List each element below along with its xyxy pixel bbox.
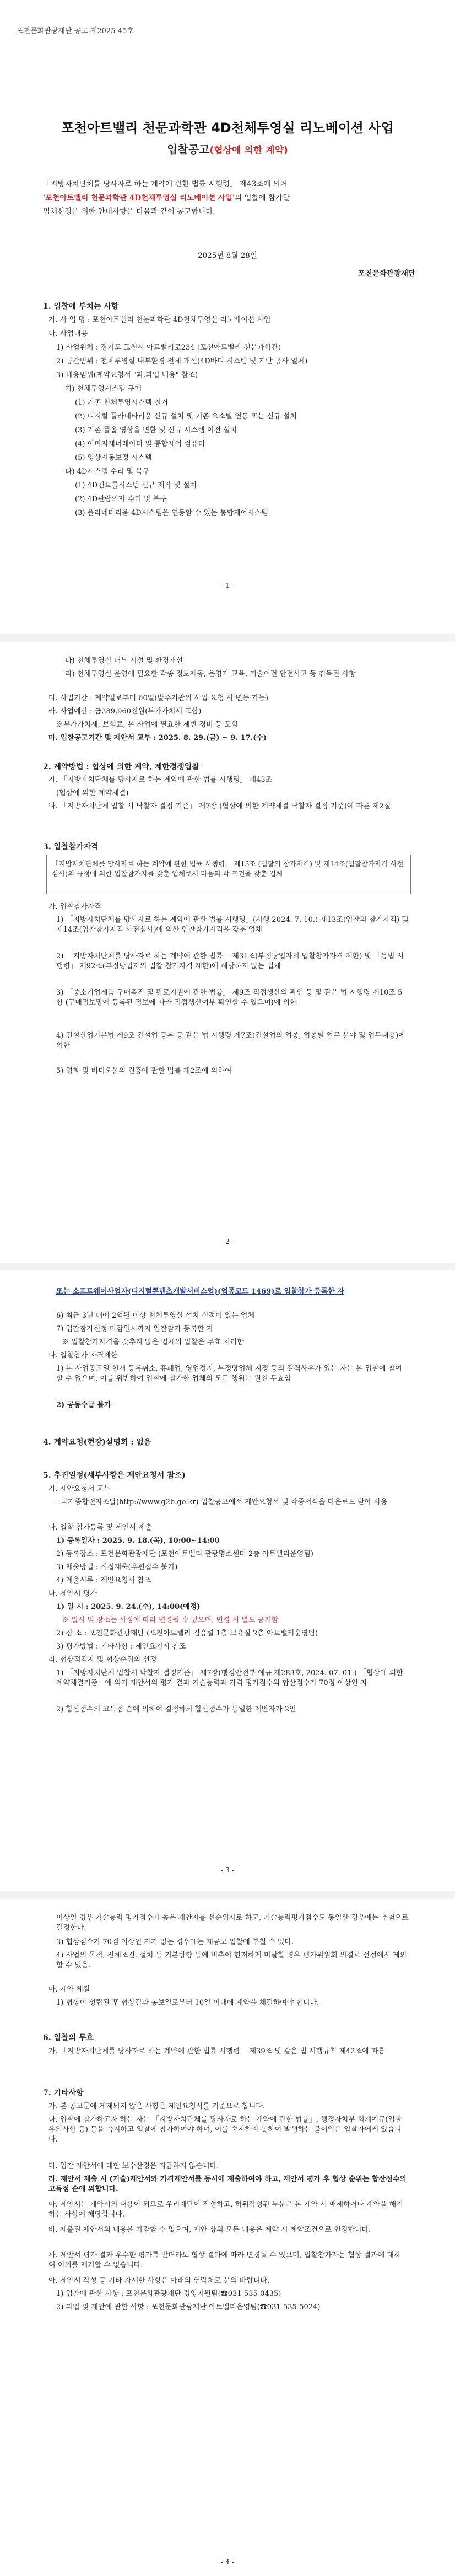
s5-line: 2) 장 소 : 포천문화관광재단 (포천아트밸리 김응렬 1층 교육실 2층 아트밸리운영팀) <box>56 1629 318 1638</box>
page-number: - 4 - <box>221 2558 234 2566</box>
s7-line-contact: 1) 입찰에 관한 사항 : 포천문화관광재단 경영지원팀(☎031-535-0435) <box>56 2290 281 2298</box>
s3-line: 4) 건설산업기본법 제9조 건설업 등록 등 같은 법 시행령 제7조(건설업의 업종, 업종별 업무 분야 및 업무내용)에 의한 <box>56 1032 405 1050</box>
s5-line-notice: ※ 일시 및 장소는 사정에 따라 변경될 수 있으며, 변경 시 별도 공지함 <box>62 1616 279 1624</box>
s1-line: 가) 천체투영시스템 구매 <box>65 385 142 393</box>
s1-line: 라) 천체투영실 운영에 필요한 각종 정보제공, 운영자 교육, 기술이전 안전사고 등 취득된 사항 <box>65 670 356 678</box>
s3-line: 1) 「지방자치단체를 당사자로 하는 계약에 관한 법률 시행령」(시행 2024. 7. 10.) 제13조(입찰의 참가자격) 및 제14조(입찰참가자격 사전심사)에 의한 입찰참가자격을 갖춘 업체 <box>56 916 409 934</box>
s7-line: 가. 본 공고문에 게재되지 않은 사항은 제안요청서를 기준으로 합니다. <box>48 2102 265 2111</box>
s5-line: 2) 합산점수의 고득점 순에 의하여 결정하되 합산점수가 동일한 제안자가 2인 <box>56 1705 296 1714</box>
s3-line-b: ※ 입찰참가자격을 갖추지 않은 업체의 입찰은 무효 처리함 <box>62 1338 244 1346</box>
s5-line-b: 4) 사업의 목적, 전체조건, 설치 등 기본방향 등에 비추어 현저하게 미달할 경우 평가위원회 의결로 선정에서 제외할 수 있음. <box>56 1951 407 1969</box>
s5-line: 3) 제출방법 : 직접제출(우편접수 불가) <box>56 1563 178 1571</box>
s5-line: 라. 협상적격자 및 협상순위의 선정 <box>48 1656 157 1664</box>
s1-line: (3) 플라네타리움 4D시스템을 연동할 수 있는 통합제어시스템 <box>75 509 268 517</box>
s7-line: 다. 입찰 제안서에 대한 보수산정은 지급하지 않습니다. <box>48 2162 219 2170</box>
s3-line: 2) 「지방자치단체를 당사자로 하는 계약에 관한 법률」 제31조(부정당업자의 입찰참가자격 제한) 및 「동법 시행령」 제92조(부정당업자의 입찰 참가자격 제한)에 해당하지 않는 업체 <box>56 952 404 970</box>
s1-line: (1) 4D컨트롤시스템 신규 제작 및 설치 <box>75 481 197 490</box>
s3-line: 가. 입찰참가자격 <box>48 903 102 911</box>
s1-line: ※부가가치세, 보험료, 본 사업에 필요한 제반 경비 등 포함 <box>56 721 239 729</box>
s1-line: (3) 기존 플옵 영상을 변환 및 신규 시스템 이전 설치 <box>75 426 237 434</box>
s5-line: 4) 제출서류 : 제안요청서 참조 <box>56 1576 151 1585</box>
s1-line: 다) 천체투영실 내부 시설 및 환경개선 <box>65 657 183 665</box>
document-page-3 <box>0 1274 455 1886</box>
page-subtitle <box>0 141 455 157</box>
intro-line-2: 의 입찰에 참가할 <box>235 194 290 202</box>
s5-line: 나. 입찰 참가등록 및 제안서 제출 <box>48 1523 153 1532</box>
s5-line-eval-date: 1) 일 시 : 2025. 9. 24.(수), 14:00(예정) <box>56 1603 201 1611</box>
s3-line-b: 2) 공동수급 불가 <box>56 1401 111 1409</box>
s1-line: 나) 4D시스템 수리 및 복구 <box>65 468 150 476</box>
s1-line: 1) 사업위치 : 경기도 포천시 아트밸리로234 (포천아트밸리 천문과학관) <box>56 344 281 352</box>
s1-line: (2) 4D관람의자 수리 및 복구 <box>75 495 167 503</box>
intro-project-name: '포천아트밸리 천문과학관 4D천체투영실 리노베이션 사업' <box>43 194 235 202</box>
s7-line-contact: 2) 과업 및 제안에 관한 사항 : 포천문화관광재단 아트밸리운영팀(☎031-535-5024) <box>56 2303 321 2311</box>
s7-line: 바. 제출된 제안서의 내용을 가감할 수 없으며, 제안 상의 모든 내용은 계약 시 계약조건으로 인정합니다. <box>48 2226 371 2234</box>
announcement-date: 2025년 8월 28일 <box>198 251 257 260</box>
s3-line-b: 나. 입찰참가 자격제한 <box>48 1351 118 1360</box>
s5-line: 1) 「지방자치단체 입찰시 낙찰자 결정기준」 제7장(행정안전부 예규 제283호, 2024. 07. 01.) 「협상에 의한 계약체결기준」에 의거 제안서의 평가 결과 기술능력과 가격 평가점수의 합산점수가 70점 이상인 자 <box>56 1669 403 1687</box>
s7-line: 아. 제안서 작성 등 기타 자세한 사항은 아래의 연락처로 문의 바랍니다. <box>48 2277 270 2285</box>
s1-line: 3) 내용범위(계약요청서 "과.과업 내용" 참조) <box>56 371 198 379</box>
s2-line: 나. 「지방자치단체 입찰 시 낙찰자 결정 기준」 제7장 (협상에 의한 계약체결 낙찰자 결정 기준)에 따른 제2절 <box>48 802 391 811</box>
s7-line-important: 라. 제안서 제출 시 (기술)제안서와 가격제안서를 동시에 제출하여야 하고, 제안서 평가 후 협상 순위는 합산점수의 고득점 순에 의합니다. <box>48 2175 407 2193</box>
s2-line: (협상에 의한 계약체결) <box>56 789 129 797</box>
s1-line: (5) 영상자동보정 시스템 <box>75 454 152 462</box>
s1-line: 다. 사업기간 : 계약일로부터 60일(발주기관의 사업 요청 시 변동 가능) <box>48 694 268 702</box>
s5-line: 3) 평가방법 : 기타사항 : 제안요청서 참조 <box>56 1643 186 1651</box>
s1-line: (4) 이미지제너레이터 및 통합제어 컴퓨터 <box>75 440 205 448</box>
intro-line-1: 「지방자치단체를 당사자로 하는 계약에 관한 법률 시행령」 제43조에 의거 <box>43 180 288 189</box>
section-4-heading: 4. 계약요청(현장)설명회 : 없음 <box>43 1438 151 1447</box>
document-page-1 <box>0 0 455 629</box>
section-7-heading: 7. 기타사항 <box>43 2089 84 2097</box>
page-title: 포천아트밸리 천문과학관 4D천체투영실 리노베이션 사업 <box>61 120 394 136</box>
s5-line: - 국가종합전자조달(http://www.g2b.go.kr) 입찰공고에서 제안요청서 및 각종서식을 다운로드 받아 사용 <box>56 1498 388 1506</box>
s2-line: 가. 「지방자치단체를 당사자로 하는 계약에 관한 법률 시행령」 제43조 <box>48 776 273 784</box>
doc-number: 포천문화관광재단 공고 제2025-45호 <box>17 27 134 35</box>
page-number: - 1 - <box>221 582 234 589</box>
s7-line: 나. 입찰에 참가하고자 하는 자는 「지방자치단체를 당사자로 하는 계약에 관한 법률」, 행정자치부 회계예규(입찰유의사항 등) 등을 숙지하고 입찰에 참가하여야 하며, 이를 숙지하지 못하여 발생하는 불이익은 입찰자에게 있습니다. <box>48 2116 402 2144</box>
s1-line: (1) 기존 천체투영시스템 철거 <box>75 399 168 407</box>
page-number: - 2 - <box>221 1238 234 1246</box>
section-2-heading: 2. 계약방법 : 협상에 의한 계약, 제한경쟁입찰 <box>43 763 199 771</box>
s3-line-b: 6) 최근 3년 내에 2억원 이상 천체투영실 설치 실적이 있는 업체 <box>56 1312 255 1320</box>
s5-line-b: 3) 협상점수가 70점 이상인 자가 없는 경우에는 재공고 입찰에 부칠 수 있다. <box>56 1938 294 1946</box>
s5-line-b: 마. 계약 체결 <box>48 1985 90 1994</box>
s6-line: 가. 「지방자치단체를 당사자로 하는 계약에 관한 법률 시행령」 제39조 및 같은 법 시행규칙 제42조에 따름 <box>48 2047 385 2056</box>
page-divider <box>0 1891 455 1899</box>
section-5-heading: 5. 추진일정(세부사항은 제안요청서 참조) <box>43 1471 186 1480</box>
s5-line: 가. 제안요청서 교부 <box>48 1485 111 1493</box>
s5-line-b: 1) 협상이 성립된 후 협상결과 통보일로부터 10일 이내에 계약을 체결하여야 합니다. <box>56 1999 319 2007</box>
s1-line-highlight: 마. 입찰공고기간 및 제안서 교부 : 2025. 8. 29.(금) ~ 9. 17.(수) <box>48 734 267 742</box>
s3-line: 3) 「중소기업제품 구매촉진 및 판로지원에 관한 법률」 제9조 직접생산의 확인 등 및 같은 법 시행령 제10조 5항 (구매정보망에 등록된 정보에 따라 직접생산여부 확인할 수 있으며)에 의한 <box>56 989 403 1007</box>
section-6-heading: 6. 입찰의 무효 <box>43 2033 94 2042</box>
eligibility-box-text: 「지방자치단체를 당사자로 하는 계약에 관한 법률 시행령」 제13조 (입찰의 참가자격) 및 제14조(입찰참가자격 사전심사)의 규정에 의한 입찰참가자를 갖춘 업체로서 다음의 각 조건을 갖춘 업체 <box>52 860 404 878</box>
s1-line: (2) 디지털 플라네타리움 신규 설치 및 기존 요소별 연동 또는 신규 설치 <box>75 412 297 421</box>
s1-line: 2) 공간범위 : 천체투영실 내부환경 전체 개선(4D바디·시스템 및 기반 공사 일체) <box>56 357 308 366</box>
s7-line: 마. 제안서는 계약서의 내용이 되므로 우리재단이 작성하고, 허위작성된 부분은 본 계약 시 배제하거나 계약을 해지하는 사항에 해당합니다. <box>48 2201 403 2219</box>
section-1-heading: 1. 입찰에 부치는 사항 <box>43 302 119 311</box>
s3-line-b: 1) 본 사업공고일 현재 등록취소, 휴폐업, 영업정지, 부정당업체 지정 등의 결격사유가 있는 자는 본 입찰에 참여할 수 없으며, 이를 위반하여 입찰에 참가한 업체의 모든 행위는 원천 무효임 <box>56 1365 402 1383</box>
intro-paragraph <box>43 178 418 219</box>
s1-line: 라. 사업예산 : 금289,960천원(부가가치세 포함) <box>48 707 202 716</box>
document-page-2 <box>0 645 455 1257</box>
s3-line: 5) 영화 및 비디오물의 진흥에 관한 법률 제2조에 의하여 <box>56 1067 232 1075</box>
page-divider <box>0 634 455 642</box>
s5-line-b: 이상일 경우 기술능력 평가점수가 높은 제안자를 선순위자로 하고, 기술능력평가점수도 동일한 경우에는 추첨으로 결정한다. <box>56 1914 409 1932</box>
s3-line-b: 또는 소프트웨어사업자(디지털콘텐츠개발서비스업)(업종코드 1469)로 입찰참가 등록한 자 <box>56 1287 344 1296</box>
s5-line: 2) 등록장소 : 포천문화관광재단 (포천아트밸리 관광명소센터 2층 아트밸리운영팀) <box>56 1550 313 1558</box>
s3-line-b: 7) 입찰참가신청 마감일시까지 입찰참가 등록한 자 <box>56 1325 214 1333</box>
page-divider <box>0 1263 455 1270</box>
s1-line: 나. 사업내용 <box>48 330 88 338</box>
intro-line-3: 업체선정을 위한 안내사항을 다음과 같이 공고합니다. <box>43 207 215 216</box>
page-number: - 3 - <box>221 1866 234 1874</box>
document-page-4 <box>0 1902 455 2576</box>
s1-line: 가. 사 업 명 : 포천아트밸리 천문과학관 4D천체투영실 리노베이션 사업 <box>48 316 271 324</box>
s7-line: 사. 제안서 평가 결과 우수한 평가를 받더라도 협상 결과에 따라 변경될 수 있으며, 입찰참가자는 협상 결과에 대하여 이의를 제기할 수 없습니다. <box>48 2251 401 2269</box>
subtitle-paren: (협상에 의한 계약) <box>209 145 288 156</box>
subtitle-main: 입찰공고 <box>167 143 210 156</box>
s5-line: 다. 제안서 평가 <box>48 1590 97 1598</box>
s5-line-reg-date: 1) 등록일자 : 2025. 9. 18.(목), 10:00~14:00 <box>56 1537 220 1545</box>
organization-name: 포천문화관광재단 <box>358 269 415 278</box>
section-3-heading: 3. 입찰참가자격 <box>43 842 99 851</box>
